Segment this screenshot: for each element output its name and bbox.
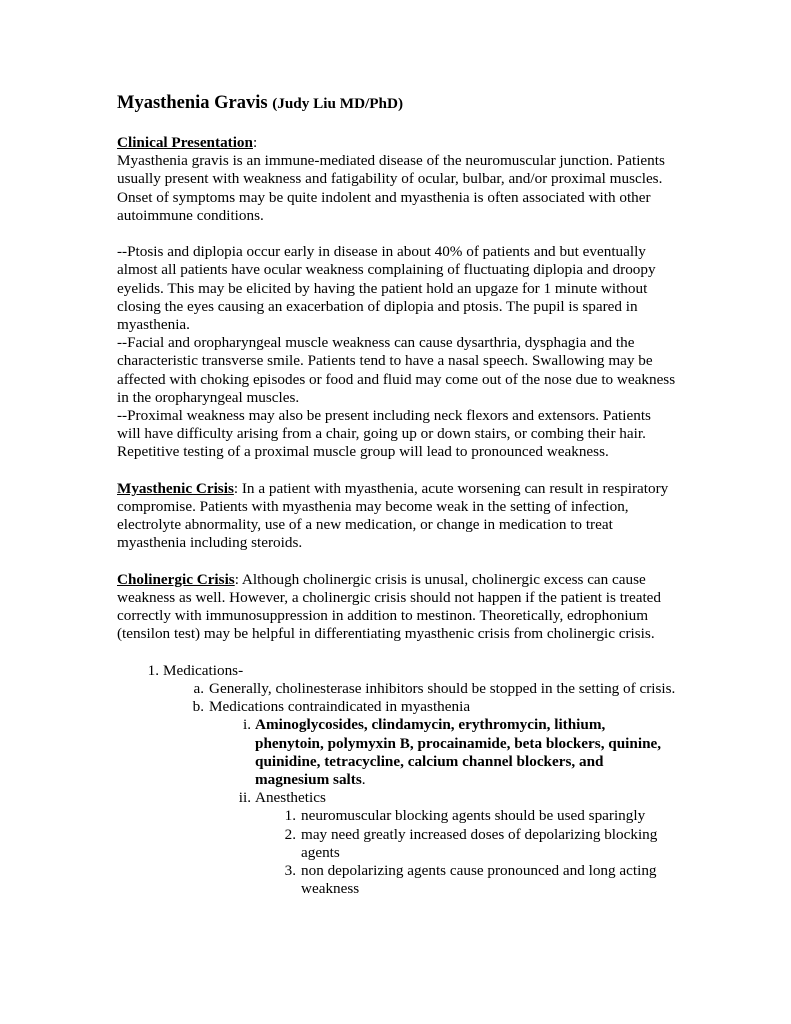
spacer bbox=[117, 462, 677, 480]
list-letter: a. bbox=[193, 680, 204, 698]
clinical-heading-colon: : bbox=[252, 134, 258, 151]
myasthenic-crisis-paragraph bbox=[117, 480, 677, 553]
document-page bbox=[117, 92, 677, 898]
list-roman: i. bbox=[242, 716, 251, 734]
list-item-depolarizing bbox=[117, 826, 677, 862]
list-item-text: Medications- bbox=[163, 661, 244, 679]
spacer bbox=[117, 225, 677, 243]
list-item-contraindicated bbox=[117, 698, 677, 716]
list-number: 2. bbox=[284, 825, 296, 843]
list-number: 1. bbox=[147, 661, 159, 679]
list-item-text: neuromuscular blocking agents should be used sparingly bbox=[301, 807, 646, 825]
list-item-drug-names bbox=[117, 716, 677, 789]
cholinergic-crisis-paragraph bbox=[117, 571, 677, 644]
list-item-text: Generally, cholinesterase inhibitors should be stopped in the setting of crisis. bbox=[209, 680, 676, 698]
cholinergic-crisis-heading: Cholinergic Crisis bbox=[117, 570, 235, 588]
list-item-text: non depolarizing agents cause pronounced and long acting weakness bbox=[301, 862, 657, 898]
list-item-medications bbox=[117, 662, 677, 680]
list-item-non-depolarizing bbox=[117, 862, 677, 898]
title-author: (Judy Liu MD/PhD) bbox=[272, 95, 404, 112]
list-item-text: Anesthetics bbox=[255, 789, 326, 807]
spacer bbox=[117, 644, 677, 662]
clinical-intro-paragraph: Myasthenia gravis is an immune-mediated disease of the neuromuscular junction. Patients usually present with weakness and fatigability of ocular, bulbar, and/or proximal muscles. Onset of symptoms may be quite indolent and myasthenia is often associated with other autoimmune conditions. bbox=[117, 152, 665, 224]
spacer bbox=[117, 553, 677, 571]
myasthenic-crisis-text: : In a patient with myasthenia, acute worsening can result in respiratory compromise. Patients with myasthenia may become weak in the setting of infection, electrolyte abnormality, use of a new medication, or change in medication to treat myasthenia including steroids. bbox=[117, 479, 669, 552]
list-letter: b. bbox=[192, 698, 204, 716]
list-roman: ii. bbox=[238, 789, 251, 807]
list-number: 3. bbox=[284, 862, 296, 880]
ptosis-paragraph: --Ptosis and diplopia occur early in disease in about 40% of patients and but eventually almost all patients have ocular weakness complaining of fluctuating diplopia and droopy eyelids. This may be elicited by having the patient hold an upgaze for 1 minute without closing the eyes causing an exacerbation of diplopia and ptosis. The pupil is spared in myasthenia. bbox=[117, 243, 656, 334]
list-item-anesthetics bbox=[117, 789, 677, 807]
list-number: 1. bbox=[284, 807, 296, 825]
list-item-stop-inhibitors bbox=[117, 680, 677, 698]
title-main: Myasthenia Gravis bbox=[117, 93, 268, 113]
list-item-neuromuscular bbox=[117, 807, 677, 825]
list-item-text: may need greatly increased doses of depolarizing blocking agents bbox=[301, 825, 658, 861]
cholinergic-crisis-text: : Although cholinergic crisis is unusal, cholinergic excess can cause weakness as well. However, a cholinergic crisis should not happen if the patient is treated correctly with immunosuppression in addition to mestinon. Theoretically, edrophonium (tensilon test) may be helpful in differentiating myasthenic crisis from cholinergic crisis. bbox=[117, 570, 662, 643]
document-title bbox=[117, 92, 677, 115]
proximal-paragraph: --Proximal weakness may also be present including neck flexors and extensors. Patients will have difficulty arising from a chair, going up or down stairs, or combing their hair. Repetitive testing of a proximal muscle group will lead to pronounced weakness. bbox=[117, 407, 651, 461]
clinical-heading-line bbox=[117, 134, 677, 152]
contraindicated-drugs-text: Aminoglycosides, clindamycin, erythromycin, lithium, phenytoin, polymyxin B, procainamide, beta blockers, quinine, quinidine, tetracycline, calcium channel blockers, and magnesium salts bbox=[255, 716, 662, 789]
clinical-presentation-heading: Clinical Presentation bbox=[117, 134, 253, 151]
myasthenic-crisis-heading: Myasthenic Crisis bbox=[117, 479, 234, 497]
list-item-text: Medications contraindicated in myasthenia bbox=[209, 698, 471, 716]
facial-paragraph: --Facial and oropharyngeal muscle weakness can cause dysarthria, dysphagia and the characteristic transverse smile. Patients tend to have a nasal speech. Swallowing may be affected with choking episodes or food and fluid may come out of the nose due to weakness in the oropharyngeal muscles. bbox=[117, 334, 676, 406]
list-item-period: . bbox=[361, 771, 366, 789]
